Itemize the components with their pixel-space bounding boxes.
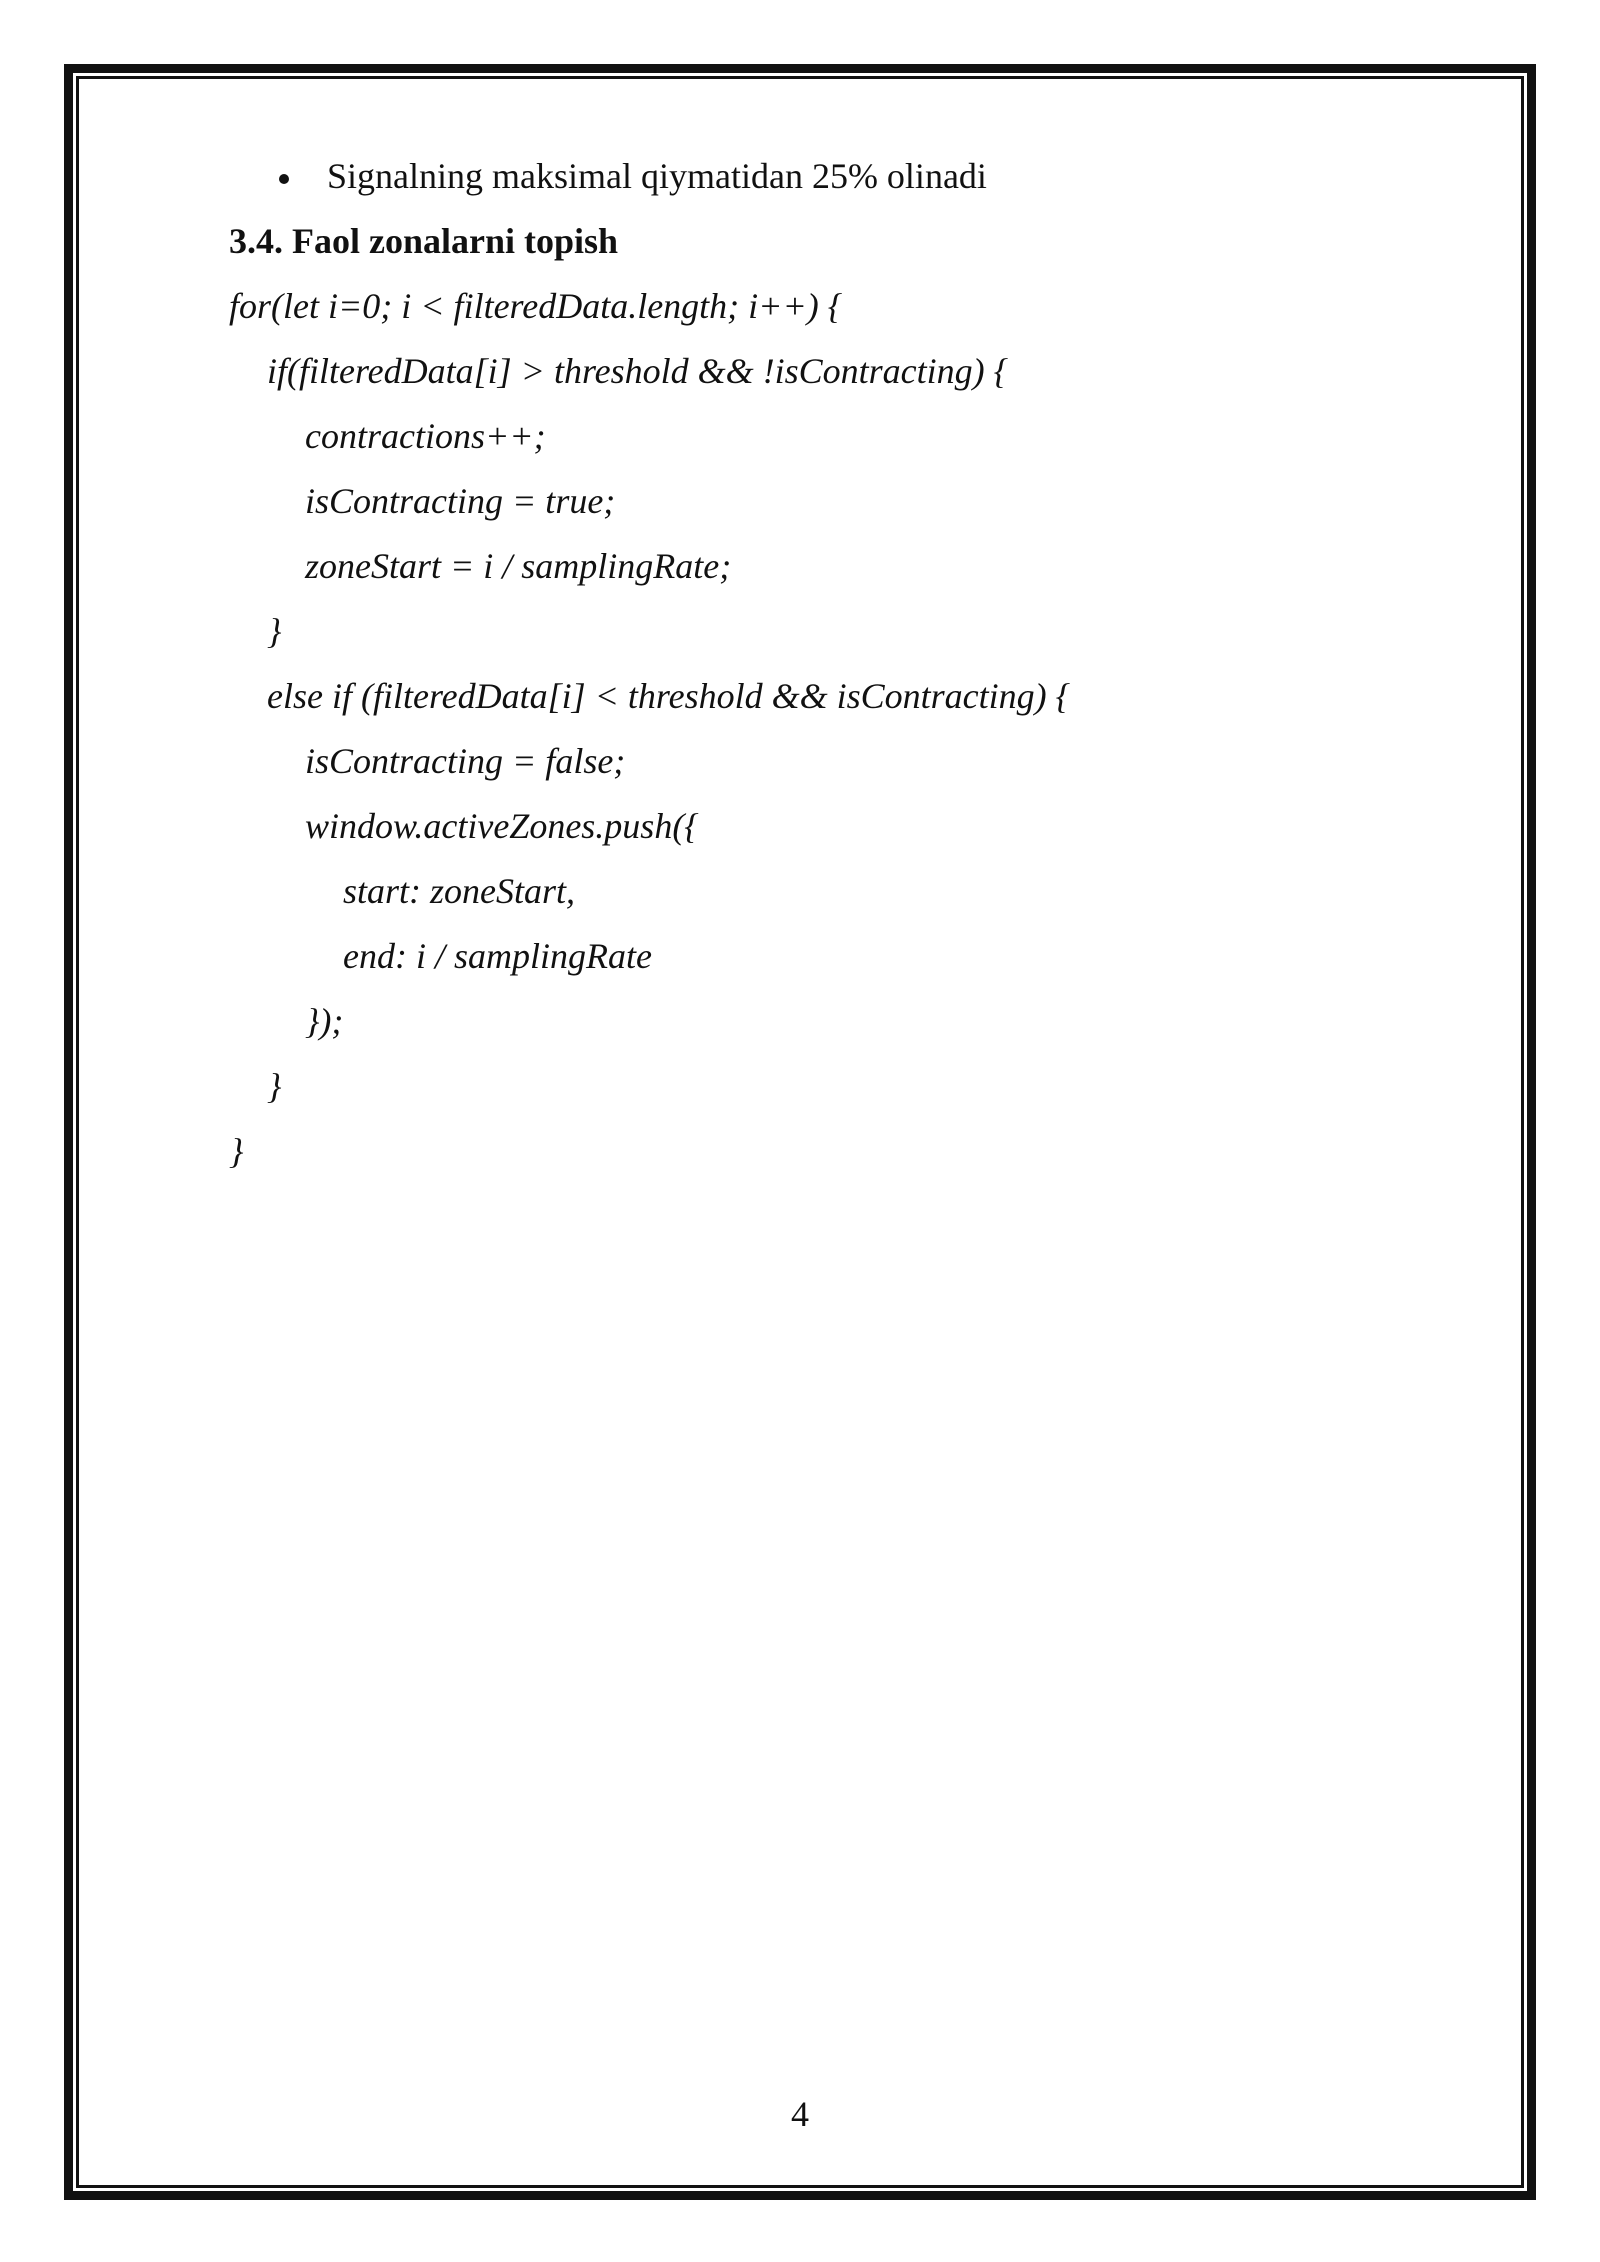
code-line-9: window.activeZones.push({ xyxy=(305,806,699,846)
code-line-11: end: i / samplingRate xyxy=(343,936,652,976)
code-line-8: isContracting = false; xyxy=(305,741,626,781)
code-line-5: zoneStart = i / samplingRate; xyxy=(305,546,732,586)
code-line-10: start: zoneStart, xyxy=(343,871,576,911)
page-number: 4 xyxy=(791,2094,809,2134)
code-line-3: contractions++; xyxy=(305,416,546,456)
code-line-1: for(let i=0; i < filteredData.length; i++) { xyxy=(229,286,843,326)
code-line-14: } xyxy=(229,1131,244,1171)
code-line-13: } xyxy=(267,1066,282,1106)
code-line-6: } xyxy=(267,611,282,651)
code-line-2: if(filteredData[i] > threshold && !isContracting) { xyxy=(267,351,1009,391)
code-line-12: }); xyxy=(305,1001,344,1041)
code-line-7: else if (filteredData[i] < threshold && isContracting) { xyxy=(267,676,1070,716)
bullet-icon xyxy=(279,174,289,184)
code-line-4: isContracting = true; xyxy=(305,481,616,521)
bullet-text: Signalning maksimal qiymatidan 25% olinadi xyxy=(327,156,987,196)
section-heading: 3.4. Faol zonalarni topish xyxy=(229,221,619,261)
